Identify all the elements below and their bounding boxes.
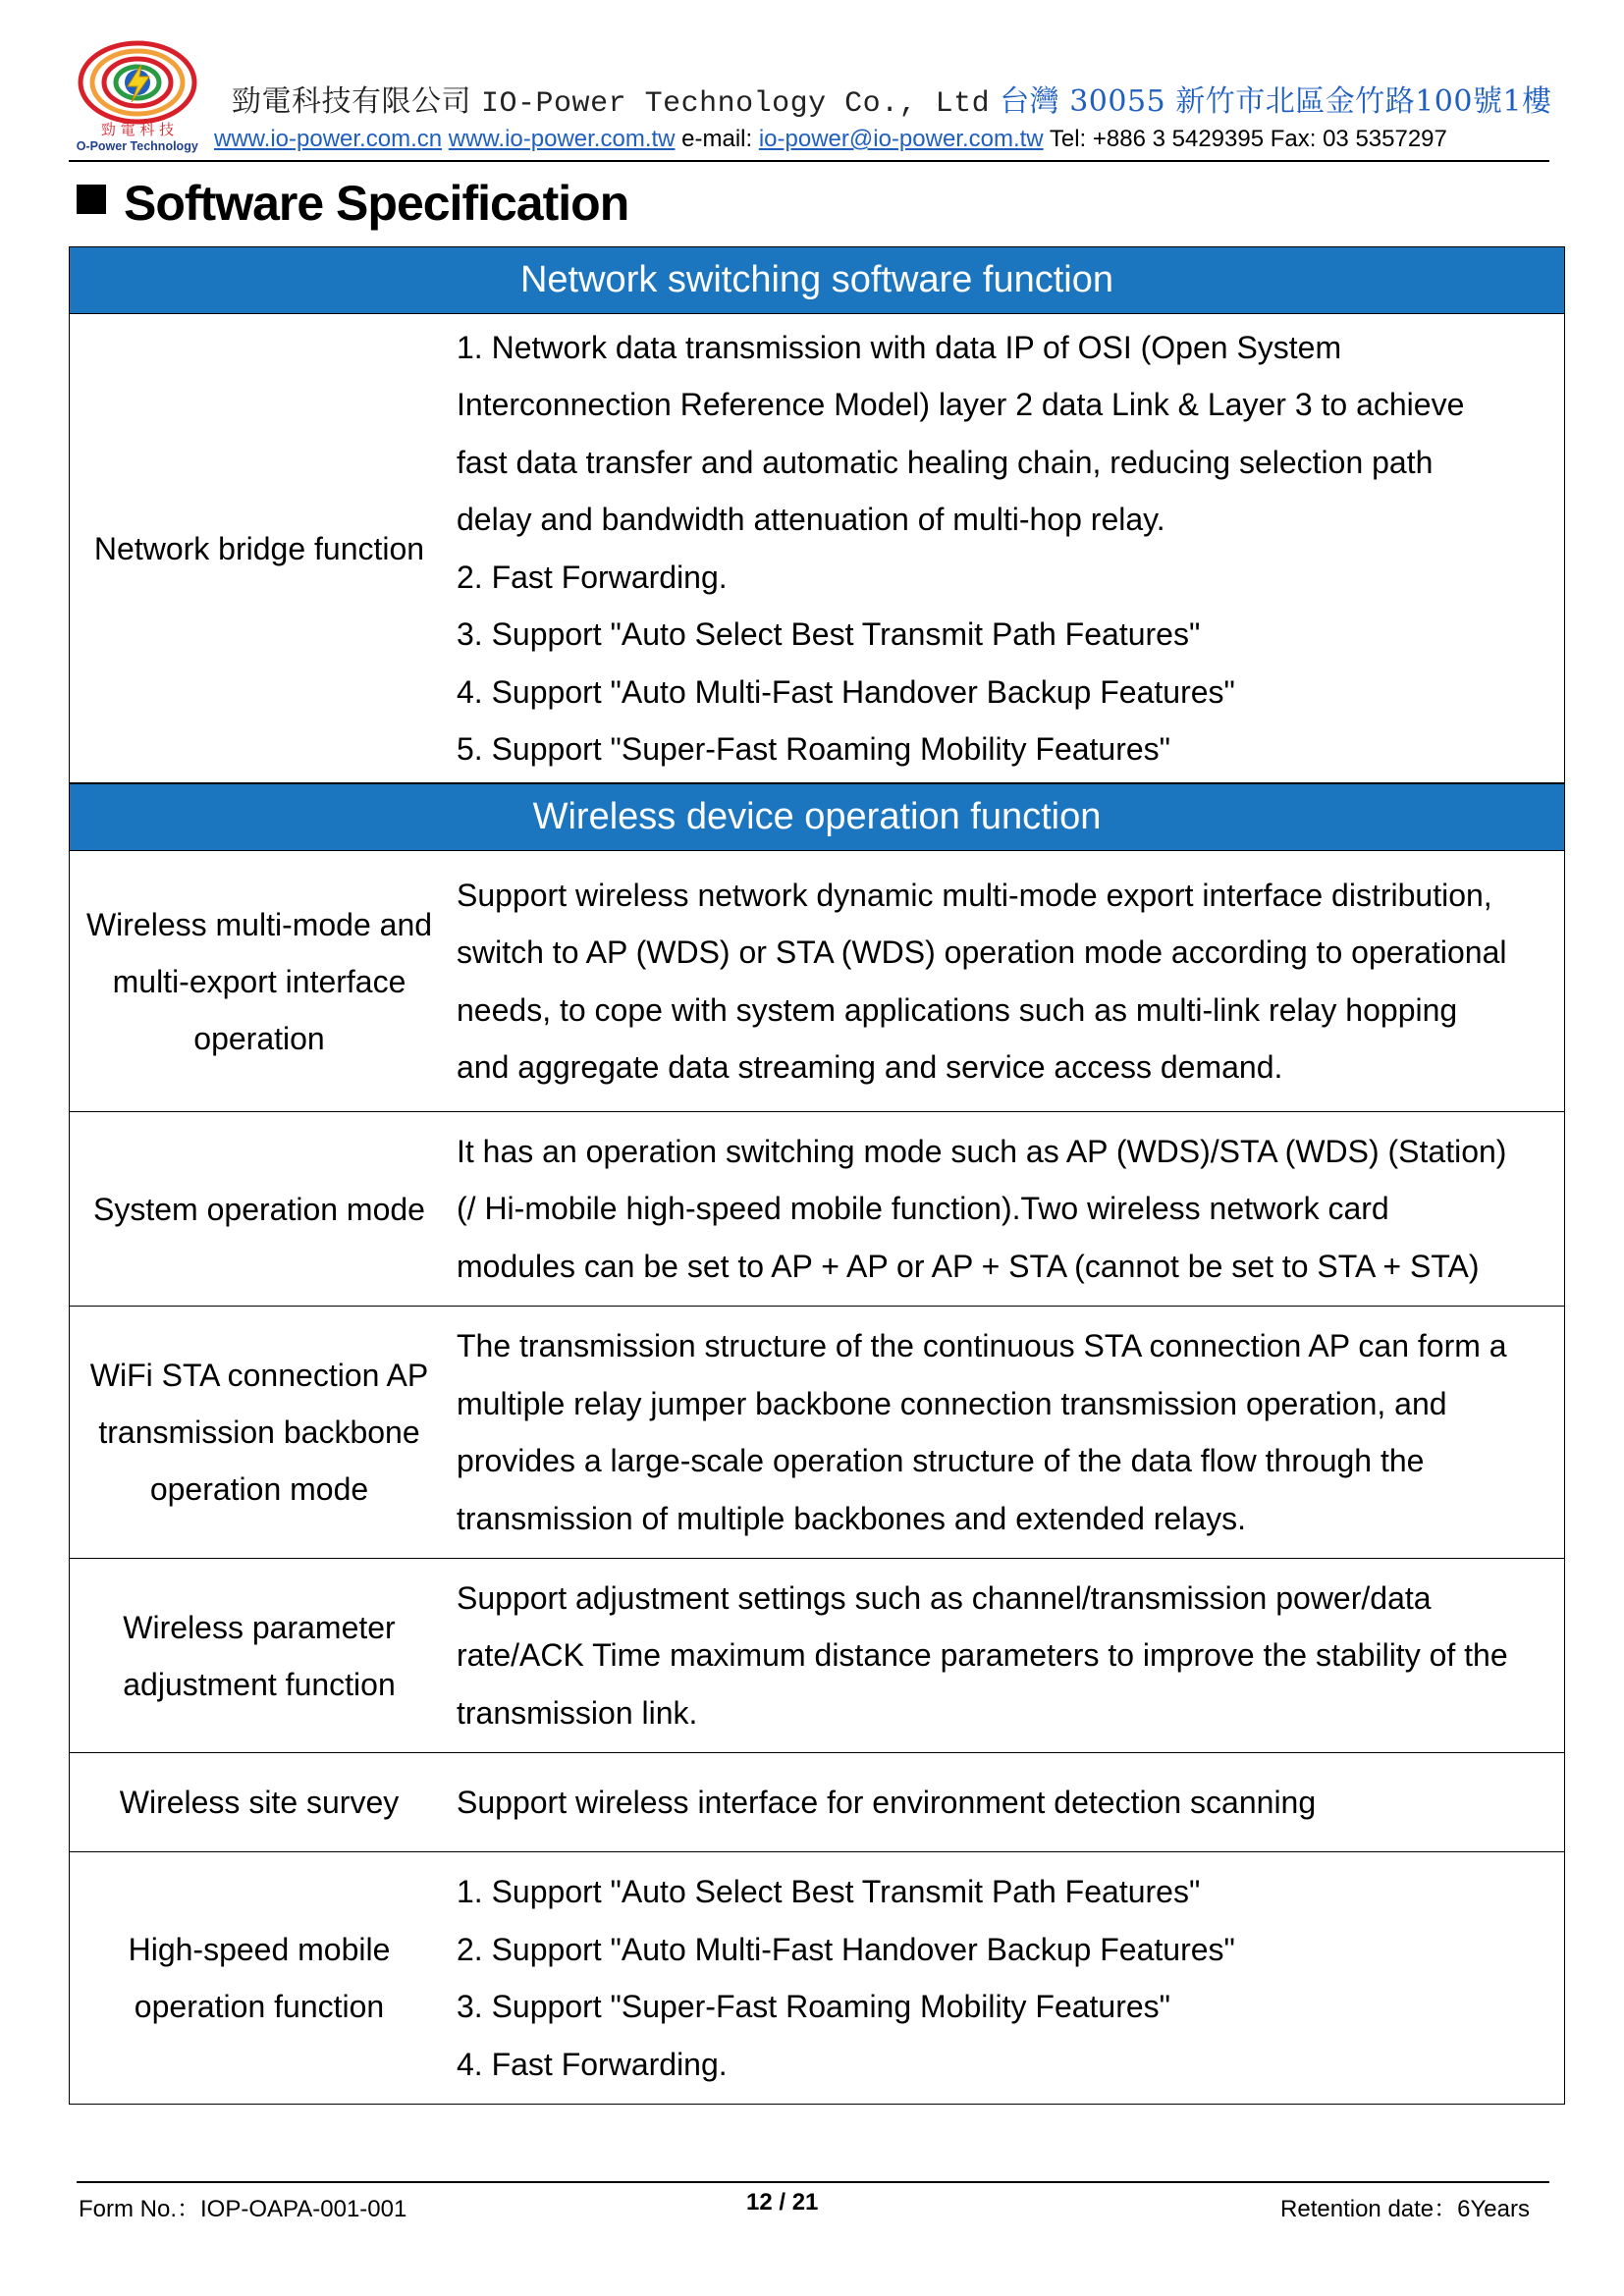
table-row (69, 314, 1565, 783)
company-line (232, 77, 1552, 121)
desc-line: provides a large-scale operation structure of the data flow through the (457, 1443, 1425, 1478)
desc-line: switch to AP (WDS) or STA (WDS) operation mode according to operational (457, 934, 1507, 970)
row-description (449, 1753, 1564, 1851)
row-description (449, 1559, 1564, 1752)
table-row (69, 1559, 1565, 1753)
row-label: System operation mode (93, 1191, 425, 1227)
desc-line: multiple relay jumper backbone connection transmission operation, and (457, 1385, 1447, 1421)
spec-table (69, 246, 1565, 2105)
form-number: Form No.：IOP-OAPA-001-001 (79, 2196, 407, 2222)
desc-line: It has an operation switching mode such as AP (WDS)/STA (WDS) (Station) (457, 1133, 1507, 1169)
table-row (69, 1852, 1565, 2105)
page-title-text: Software Specification (124, 176, 629, 231)
email-label: e-mail: (681, 126, 753, 152)
row-label: High-speed mobile operation function (128, 1932, 391, 2024)
table-row (69, 851, 1565, 1112)
desc-line: 5. Support "Super-Fast Roaming Mobility Features" (457, 731, 1171, 767)
row-label: Wireless parameter adjustment function (123, 1609, 396, 1702)
desc-line: needs, to cope with system applications such as multi-link relay hopping (457, 991, 1458, 1028)
row-description (449, 314, 1564, 782)
email-link[interactable]: io-power@io-power.com.tw (758, 126, 1044, 152)
desc-line: 1. Support "Auto Select Best Transmit Path Features" (457, 1874, 1201, 1909)
contact-line (214, 126, 1447, 153)
table-row (69, 1753, 1565, 1852)
row-description (449, 1307, 1564, 1558)
desc-line: 4. Fast Forwarding. (457, 2046, 728, 2082)
row-label: Wireless multi-mode and multi-export interface operation (85, 906, 433, 1056)
desc-line: and aggregate data streaming and service access demand. (457, 1049, 1283, 1085)
desc-line: Support wireless network dynamic multi-mode export interface distribution, (457, 877, 1492, 913)
desc-line: The transmission structure of the continuous STA connection AP can form a (457, 1328, 1507, 1363)
row-label: Wireless site survey (119, 1785, 400, 1820)
desc-line: fast data transfer and automatic healing chain, reducing selection path (457, 444, 1434, 480)
desc-line: modules can be set to AP + AP or AP + STA (cannot be set to STA + STA) (457, 1248, 1480, 1284)
section-heading-network-switching: Network switching software function (69, 246, 1565, 314)
page-number: 12 / 21 (746, 2189, 819, 2216)
row-description (449, 1112, 1564, 1306)
company-name-en: IO-Power Technology Co., Ltd (481, 87, 991, 121)
row-label: WiFi STA connection AP transmission backbone operation mode (89, 1358, 429, 1507)
table-row (69, 1112, 1565, 1307)
desc-line: rate/ACK Time maximum distance parameters to improve the stability of the (457, 1637, 1508, 1674)
website-cn-link[interactable]: www.io-power.com.cn (214, 126, 443, 152)
desc-line: 3. Support "Super-Fast Roaming Mobility Features" (457, 1989, 1171, 2024)
header-divider (69, 160, 1549, 162)
page-title (77, 175, 628, 232)
company-name-cn: 勁電科技有限公司 (232, 84, 471, 119)
desc-line: Support adjustment settings such as channel/transmission power/data (457, 1579, 1432, 1616)
company-logo (77, 37, 212, 153)
row-label: Network bridge function (93, 530, 425, 566)
desc-line: Support wireless interface for environment detection scanning (457, 1784, 1317, 1820)
desc-line: 2. Support "Auto Multi-Fast Handover Backup Features" (457, 1931, 1235, 1967)
footer-divider (77, 2181, 1549, 2183)
tel-fax: Tel: +886 3 5429395 Fax: 03 5357297 (1049, 126, 1447, 152)
desc-line: 1. Network data transmission with data IP of OSI (Open System (457, 329, 1342, 365)
table-row (69, 1307, 1565, 1559)
desc-line: transmission link. (457, 1694, 698, 1731)
logo-en-text: IO-Power Technology (77, 139, 198, 153)
logo-cn-text: 勁 電 科 技 (100, 121, 175, 138)
section-heading-wireless-device: Wireless device operation function (69, 783, 1565, 851)
desc-line: 3. Support "Auto Select Best Transmit Path Features" (457, 616, 1201, 652)
desc-line: transmission of multiple backbones and extended relays. (457, 1500, 1246, 1536)
retention-date: Retention date：6Years (1280, 2196, 1530, 2222)
row-description (449, 851, 1564, 1111)
desc-line: 2. Fast Forwarding. (457, 559, 728, 595)
square-bullet-icon (77, 185, 106, 214)
company-address: 台灣 30055 新竹市北區金竹路100號1樓 (1000, 84, 1552, 119)
desc-line: Interconnection Reference Model) layer 2 data Link & Layer 3 to achieve (457, 387, 1465, 422)
row-description (449, 1852, 1564, 2104)
website-tw-link[interactable]: www.io-power.com.tw (448, 126, 676, 152)
desc-line: delay and bandwidth attenuation of multi-hop relay. (457, 502, 1165, 537)
desc-line: 4. Support "Auto Multi-Fast Handover Backup Features" (457, 673, 1235, 710)
desc-line: (/ Hi-mobile high-speed mobile function).Two wireless network card (457, 1191, 1389, 1227)
